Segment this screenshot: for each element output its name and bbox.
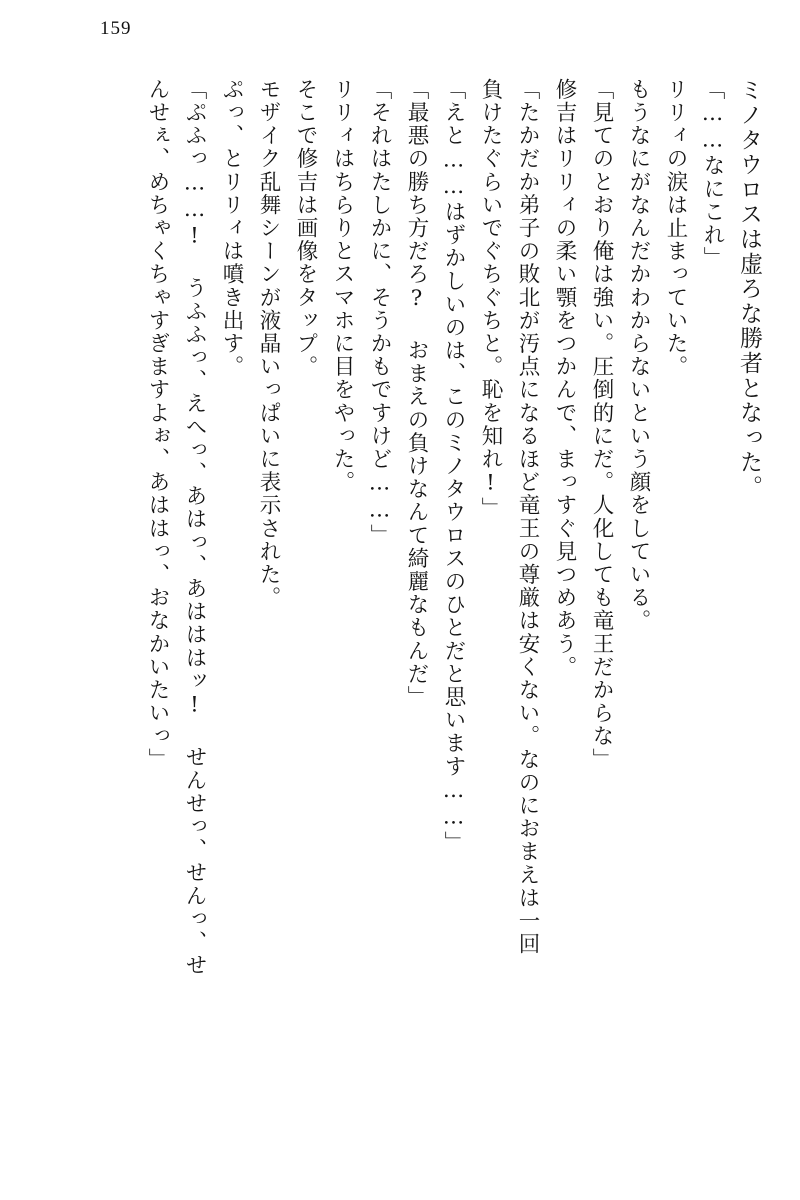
text-line: 「それはたしかに、そうかもですけど……」 <box>367 78 392 547</box>
text-line: リリィはちらりとスマホに目をやった。 <box>330 78 355 494</box>
text-line: もうなにがなんだかわからないという顔をしている。 <box>626 78 651 633</box>
text-line: 「……なにこれ」 <box>700 78 725 270</box>
text-line: 負けたぐらいでぐちぐちと。恥を知れ!」 <box>478 78 503 521</box>
text-line: 「ぷふっ……! うふふっ、えへっ、あはっ、あはははッ! せんせっ、せんっ、せ <box>182 78 207 977</box>
text-line: モザイク乱舞シーンが液晶いっぱいに表示された。 <box>256 78 281 610</box>
text-line: 修吉はリリィの柔い顎をつかんで、まっすぐ見つめあう。 <box>552 78 577 679</box>
text-line: そこで修吉は画像をタップ。 <box>293 78 318 379</box>
page-number: 159 <box>100 18 132 39</box>
text-line: リリィの涙は止まっていた。 <box>663 78 688 379</box>
text-line: ミノタウロスは虚ろな勝者となった。 <box>736 78 762 500</box>
vertical-text-body <box>40 78 760 1170</box>
text-line: ぷっ、とリリィは噴き出す。 <box>219 78 244 379</box>
text-line: 「たかだか弟子の敗北が汚点になるほど竜王の尊厳は安くない。なのにおまえは一回 <box>515 78 540 956</box>
text-line: 「見てのとおり俺は強い。圧倒的にだ。人化しても竜王だからな」 <box>589 78 614 771</box>
text-line: んせぇ、めちゃくちゃすぎますよぉ、あははっ、おなかいたいっ」 <box>145 78 170 771</box>
text-line: 「最悪の勝ち方だろ? おまえの負けなんて綺麗なもんだ」 <box>404 78 429 709</box>
text-line: 「えと……はずかしいのは、このミノタウロスのひとだと思います……」 <box>441 78 466 855</box>
